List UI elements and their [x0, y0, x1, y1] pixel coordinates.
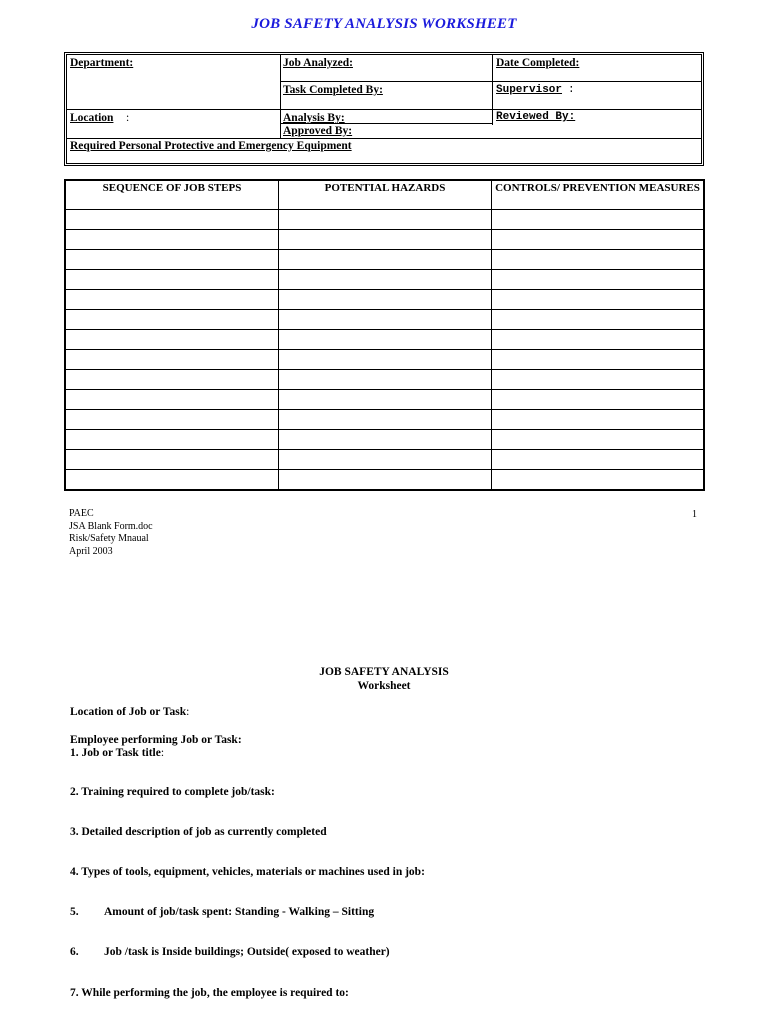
footer-line: April 2003 [69, 545, 113, 557]
document-footer [69, 508, 153, 558]
job-analyzed-label: Job Analyzed: [283, 57, 353, 69]
worksheet-heading [0, 665, 768, 693]
table-row-divider [66, 229, 703, 230]
task-completed-by-label: Task Completed By: [283, 84, 383, 96]
worksheet-subtitle: Worksheet [357, 680, 411, 692]
question-4: 4. Types of tools, equipment, vehicles, materials or machines used in job: [70, 866, 425, 878]
table-row-divider [66, 409, 703, 410]
column-header-controls: CONTROLS/ PREVENTION MEASURES [495, 182, 700, 194]
table-row-divider [66, 329, 703, 330]
table-row-divider [66, 429, 703, 430]
footer-line: Risk/Safety Mnaual [69, 533, 149, 544]
question-1: 1. Job or Task title: [70, 747, 165, 759]
job-steps-table [64, 179, 705, 491]
question-7: 7. While performing the job, the employee is required to: [70, 987, 349, 999]
worksheet-title: JOB SAFETY ANALYSIS [319, 666, 449, 678]
table-row-divider [66, 209, 703, 210]
column-header-job-steps: SEQUENCE OF JOB STEPS [102, 182, 242, 194]
table-row-divider [66, 269, 703, 270]
page-title: JOB SAFETY ANALYSIS WORKSHEET [251, 16, 517, 32]
table-row-divider [66, 469, 703, 470]
employee-question: Employee performing Job or Task: [70, 734, 242, 746]
supervisor-colon: : [568, 84, 575, 96]
question-2: 2. Training required to complete job/task: [70, 786, 275, 798]
column-header-hazards: POTENTIAL HAZARDS [324, 182, 446, 194]
table-row-divider [66, 369, 703, 370]
page-number: 1 [692, 509, 697, 520]
location-colon: : [126, 112, 130, 124]
supervisor-label: Supervisor [496, 84, 563, 96]
table-row-divider [66, 389, 703, 390]
table-row-divider [66, 309, 703, 310]
question-5: 5. Amount of job/task spent: Standing - Walking – Sitting [70, 906, 375, 918]
table-row-divider [66, 289, 703, 290]
table-row-divider [66, 249, 703, 250]
footer-line: JSA Blank Form.doc [69, 520, 153, 532]
table-row-divider [66, 349, 703, 350]
date-completed-label: Date Completed: [496, 57, 580, 69]
ppe-label: Required Personal Protective and Emergency Equipment [70, 140, 352, 152]
approved-by-label: Approved By: [283, 125, 353, 137]
department-label: Department: [70, 57, 134, 69]
reviewed-by-label: Reviewed By: [496, 111, 576, 123]
header-info-box [64, 52, 704, 166]
location-of-job-question: Location of Job or Task: [70, 706, 190, 718]
location-label: Location [70, 112, 114, 124]
analysis-by-label: Analysis By: [283, 112, 345, 124]
question-6: 6. Job /task is Inside buildings; Outside( exposed to weather) [70, 946, 390, 958]
question-3: 3. Detailed description of job as currently completed [70, 826, 327, 838]
table-row-divider [66, 449, 703, 450]
footer-line: PAEC [69, 508, 94, 519]
